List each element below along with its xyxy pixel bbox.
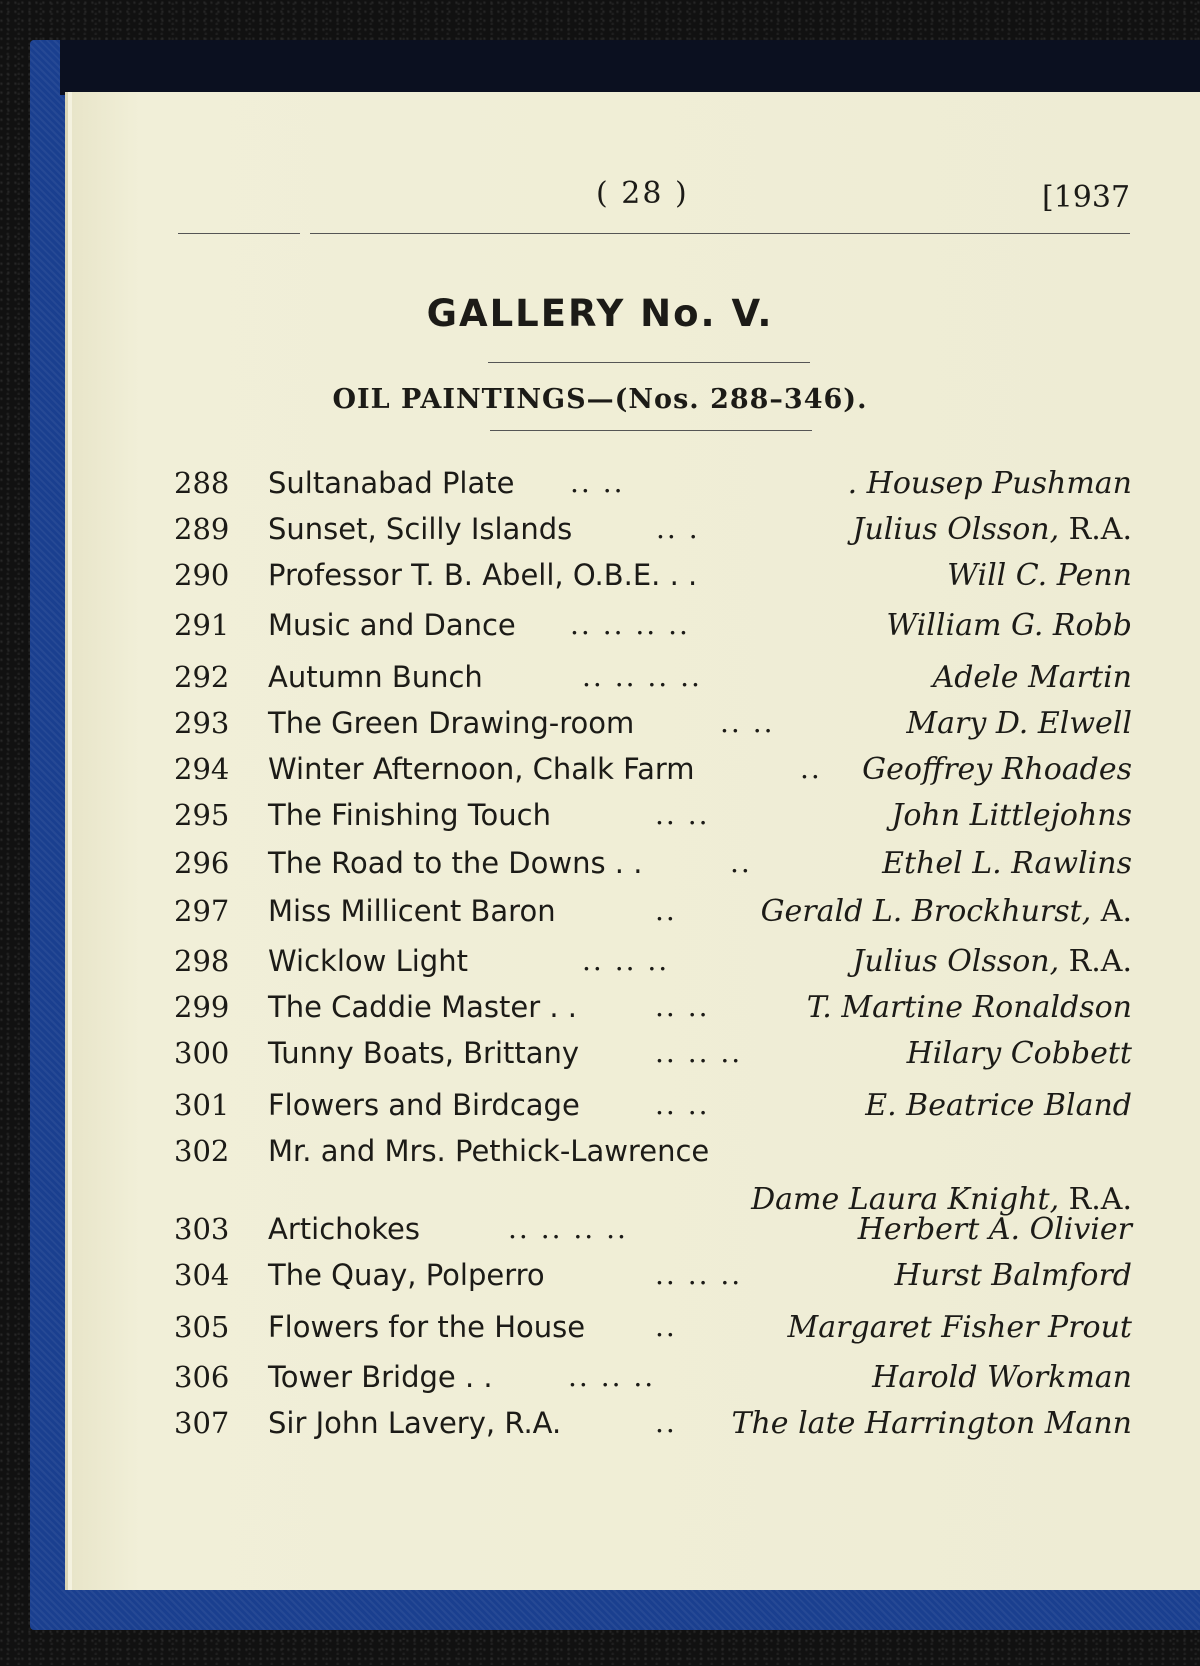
entry-title: Flowers for the House (268, 1310, 586, 1344)
entry-title: Artichokes (268, 1212, 420, 1246)
entry-row (0, 1212, 1200, 1252)
dot-leader: .. .. (570, 466, 625, 499)
entry-row (0, 1310, 1200, 1350)
entry-row (0, 1134, 1200, 1217)
cover-shadow (60, 40, 1200, 95)
entry-artist (947, 558, 1132, 593)
entry-number: 288 (174, 466, 230, 500)
artist-name: Geoffrey Rhoades (862, 752, 1132, 787)
artist-honour: R.A. (1059, 512, 1132, 547)
entry-number: 306 (174, 1360, 230, 1394)
entry-row (0, 894, 1200, 934)
entry-number: 293 (174, 706, 230, 740)
artist-name: John Littlejohns (891, 798, 1132, 833)
entry-artist (886, 608, 1132, 643)
entry-title: Wicklow Light (268, 944, 468, 978)
entry-artist (891, 798, 1132, 833)
artist-name: Hurst Balmford (894, 1258, 1132, 1293)
dot-leader: .. .. (655, 1088, 710, 1121)
entry-number: 305 (174, 1310, 230, 1344)
artist-name: E. Beatrice Bland (865, 1088, 1132, 1123)
dot-leader: .. .. .. .. (582, 660, 702, 693)
entry-number: 296 (174, 846, 230, 880)
entry-artist (731, 1406, 1132, 1441)
entry-artist (788, 1310, 1132, 1345)
subtitle-rule (490, 430, 812, 431)
entry-row (0, 1406, 1200, 1446)
entry-title: Sunset, Scilly Islands (268, 512, 573, 546)
entry-title: The Quay, Polperro (268, 1258, 545, 1292)
entry-row (0, 1258, 1200, 1298)
entry-row (0, 752, 1200, 792)
artist-name: Gerald L. Brockhurst, (760, 894, 1092, 929)
entry-title: Tunny Boats, Brittany (268, 1036, 580, 1070)
artist-name: Hilary Cobbett (906, 1036, 1132, 1071)
artist-name: Mary D. Elwell (906, 706, 1132, 741)
header-rule-left (178, 233, 300, 234)
artist-name: Dame Laura Knight, (751, 1182, 1060, 1217)
entry-row (0, 846, 1200, 886)
section-subtitle: OIL PAINTINGS—(Nos. 288–346). (332, 384, 868, 415)
entry-row (0, 706, 1200, 746)
dot-leader: .. (655, 1406, 677, 1439)
entry-artist (882, 846, 1132, 881)
artist-name: Adele Martin (932, 660, 1132, 695)
artist-name: Julius Olsson, (852, 512, 1060, 547)
artist-name: William G. Robb (886, 608, 1132, 643)
artist-name: Herbert A. Olivier (857, 1212, 1132, 1247)
entry-row (0, 660, 1200, 700)
entry-number: 290 (174, 558, 230, 592)
entry-number: 301 (174, 1088, 230, 1122)
artist-name: Julius Olsson, (852, 944, 1060, 979)
entry-artist (852, 512, 1132, 547)
artist-name: . Housep Pushman (847, 466, 1132, 501)
entry-number: 304 (174, 1258, 230, 1292)
entry-title: Music and Dance (268, 608, 516, 642)
artist-honour: A. (1091, 894, 1132, 929)
dot-leader: .. .. (655, 798, 710, 831)
entry-row (0, 944, 1200, 984)
entry-number: 291 (174, 608, 230, 642)
entry-number: 300 (174, 1036, 230, 1070)
entry-title: The Green Drawing-room (268, 706, 635, 740)
entry-artist (848, 466, 1132, 501)
entry-title: Mr. and Mrs. Pethick-Lawrence (268, 1134, 710, 1168)
entry-title: Miss Millicent Baron (268, 894, 556, 928)
dot-leader: .. .. .. (655, 1258, 743, 1291)
entry-row (0, 1360, 1200, 1400)
artist-name: T. Martine Ronaldson (806, 990, 1132, 1025)
entry-row (0, 466, 1200, 506)
entry-artist (858, 1212, 1132, 1247)
entry-number: 297 (174, 894, 230, 928)
entry-artist (895, 1258, 1133, 1293)
dot-leader: .. .. .. (582, 944, 670, 977)
page-year: [1937 (1042, 180, 1131, 215)
entry-row (0, 1036, 1200, 1076)
entry-title: Sultanabad Plate (268, 466, 515, 500)
entry-number: 307 (174, 1406, 230, 1440)
artist-name: Harold Workman (872, 1360, 1132, 1395)
artist-honour: R.A. (1059, 1182, 1132, 1217)
entry-title: Tower Bridge . . (268, 1360, 493, 1394)
entry-artist (933, 660, 1132, 695)
artist-honour: R.A. (1059, 944, 1132, 979)
entry-title: Flowers and Birdcage (268, 1088, 580, 1122)
dot-leader: .. (655, 894, 677, 927)
entry-artist (906, 706, 1132, 741)
artist-name: The late Harrington Mann (731, 1406, 1132, 1441)
entry-number: 302 (174, 1134, 230, 1168)
entry-number: 289 (174, 512, 230, 546)
artist-name: Margaret Fisher Prout (787, 1310, 1132, 1345)
entry-artist (872, 1360, 1132, 1395)
entry-number: 294 (174, 752, 230, 786)
entry-artist (907, 1036, 1132, 1071)
entry-title: The Road to the Downs . . (268, 846, 643, 880)
entry-artist (865, 1088, 1132, 1123)
entry-artist (862, 752, 1132, 787)
dot-leader: .. .. .. (655, 1036, 743, 1069)
entry-artist (852, 944, 1132, 979)
artist-name: Will C. Penn (947, 558, 1132, 593)
dot-leader: .. (730, 846, 752, 879)
dot-leader: .. .. (720, 706, 775, 739)
page-number: ( 28 ) (596, 176, 689, 211)
dot-leader: .. . (656, 512, 700, 545)
entry-row (0, 558, 1200, 598)
dot-leader: .. .. .. (568, 1360, 656, 1393)
entry-title: Sir John Lavery, R.A. (268, 1406, 562, 1440)
entry-title: The Finishing Touch (268, 798, 552, 832)
entry-row (0, 512, 1200, 552)
entry-row (0, 1088, 1200, 1128)
entry-title: Winter Afternoon, Chalk Farm (268, 752, 695, 786)
entry-artist (807, 990, 1132, 1025)
entry-number: 292 (174, 660, 230, 694)
entry-number: 295 (174, 798, 230, 832)
entry-row (0, 608, 1200, 648)
dot-leader: .. .. .. .. (570, 608, 690, 641)
entry-title: The Caddie Master . . (268, 990, 578, 1024)
dot-leader: .. .. (655, 990, 710, 1023)
dot-leader: .. (800, 752, 822, 785)
dot-leader: .. (655, 1310, 677, 1343)
entry-artist (761, 894, 1132, 929)
artist-name: Ethel L. Rawlins (882, 846, 1132, 881)
entry-title: Professor T. B. Abell, O.B.E. . . (268, 558, 698, 592)
title-rule (488, 362, 810, 363)
gallery-title: GALLERY No. V. (426, 292, 774, 335)
entry-number: 303 (174, 1212, 230, 1246)
entry-number: 298 (174, 944, 230, 978)
dot-leader: .. .. .. .. (508, 1212, 628, 1245)
header-rule-right (310, 233, 1130, 234)
entry-number: 299 (174, 990, 230, 1024)
entry-row (0, 990, 1200, 1030)
entry-title: Autumn Bunch (268, 660, 483, 694)
entry-row (0, 798, 1200, 838)
